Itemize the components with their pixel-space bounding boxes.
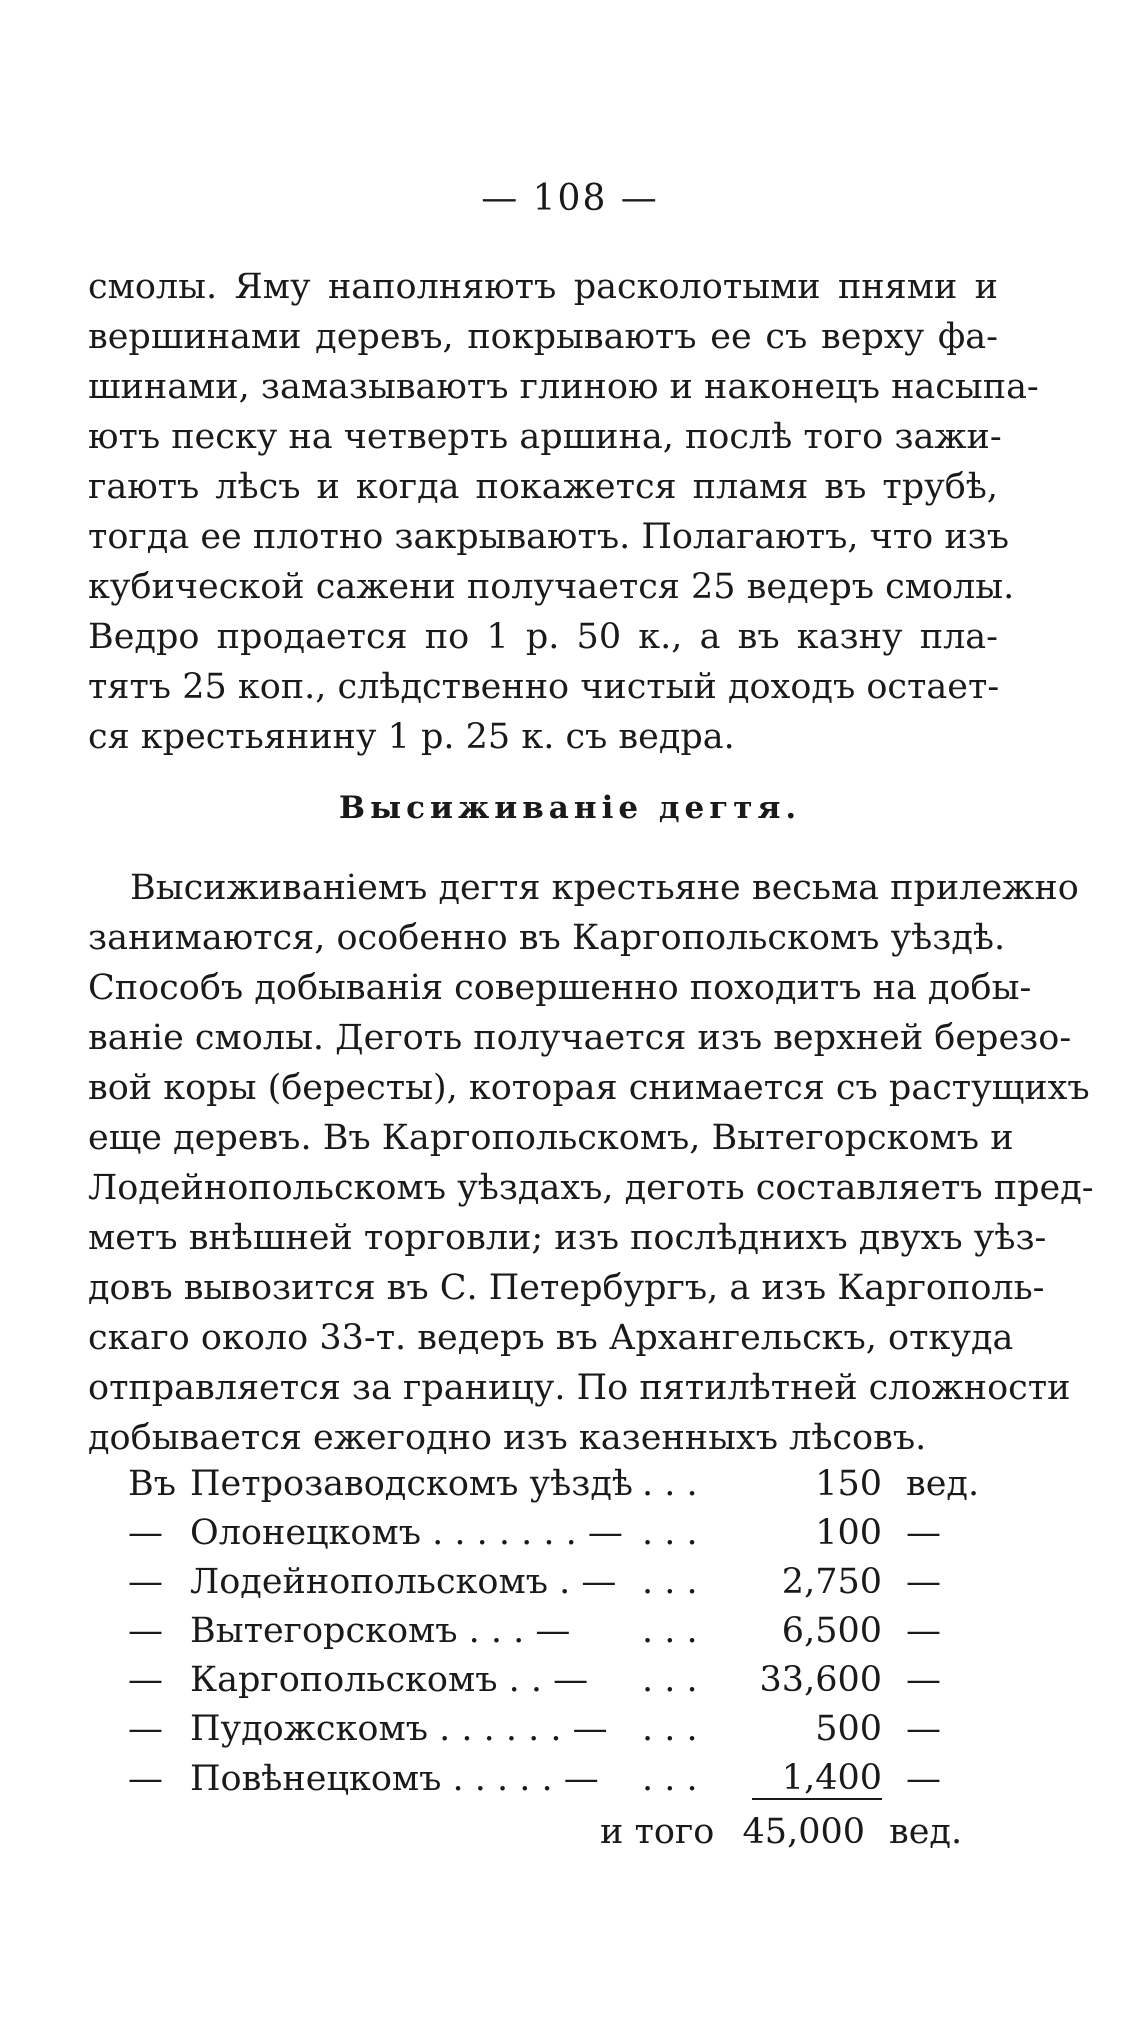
district-name: Пудожскомъ . . . . . . — — [190, 1709, 608, 1749]
text-line: добывается ежегодно изъ казенныхъ лѣсовъ. — [88, 1418, 927, 1458]
table-row — [128, 1651, 1006, 1700]
unit-label: — — [906, 1660, 941, 1700]
row-prefix: — — [128, 1611, 163, 1651]
table-row — [128, 1455, 1006, 1504]
text-line: гаютъ лѣсъ и когда покажется пламя въ трубѣ, — [88, 467, 998, 507]
row-prefix: — — [128, 1513, 163, 1553]
tar-amount: 2,750 — [781, 1562, 882, 1602]
unit-label: — — [906, 1709, 941, 1749]
total-label: и того — [600, 1812, 715, 1852]
row-prefix: — — [128, 1709, 163, 1749]
row-prefix: Въ — [128, 1464, 176, 1504]
text-line: ютъ песку на четверть аршина, послѣ того зажи- — [88, 417, 1002, 457]
text-line: занимаются, особенно въ Каргопольскомъ уѣздѣ. — [88, 918, 1006, 958]
district-name: Каргопольскомъ . . — — [190, 1660, 589, 1700]
text-line: смолы. Яму наполняютъ расколотыми пнями и — [88, 267, 998, 307]
table-row — [128, 1700, 1006, 1749]
text-line: довъ вывозится въ С. Петербургъ, а изъ Каргополь- — [88, 1268, 1045, 1308]
row-prefix: — — [128, 1562, 163, 1602]
text-line: отправляется за границу. По пятилѣтней сложности — [88, 1368, 1071, 1408]
row-prefix: — — [128, 1660, 163, 1700]
unit-label: вед. — [906, 1464, 980, 1504]
tar-amount: 150 — [815, 1464, 882, 1504]
text-line: ся крестьянину 1 р. 25 к. съ ведра. — [88, 717, 735, 757]
total-unit: вед. — [889, 1812, 963, 1852]
tar-amount: 33,600 — [759, 1660, 882, 1700]
leader-dots: . . . — [642, 1759, 698, 1799]
text-line: еще деревъ. Въ Каргопольскомъ, Вытегорскомъ и — [88, 1118, 1014, 1158]
district-name: Повѣнецкомъ . . . . . — — [190, 1759, 599, 1799]
table-row — [128, 1553, 1006, 1602]
district-name: Вытегорскомъ . . . — — [190, 1611, 571, 1651]
leader-dots: . . . — [642, 1513, 698, 1553]
total-row — [600, 1812, 962, 1852]
leader-dots: . . . — [642, 1709, 698, 1749]
text-line: ваніе смолы. Деготь получается изъ верхней березо- — [88, 1018, 1072, 1058]
text-line: вершинами деревъ, покрываютъ ее съ верху фа- — [88, 317, 998, 357]
text-line: Лодейнопольскомъ уѣздахъ, деготь составляетъ пред- — [88, 1168, 1094, 1208]
total-value: 45,000 — [742, 1812, 865, 1852]
leader-dots: . . . — [642, 1611, 698, 1651]
row-prefix: — — [128, 1759, 163, 1799]
district-name: Лодейнопольскомъ . — — [190, 1562, 617, 1602]
unit-label: — — [906, 1759, 941, 1799]
text-line: скаго около 33-т. ведеръ въ Архангельскъ, откуда — [88, 1318, 1014, 1358]
district-name: Петрозаводскомъ уѣздѣ — [190, 1464, 633, 1504]
district-name: Олонецкомъ . . . . . . . — — [190, 1513, 623, 1553]
table-row — [128, 1504, 1006, 1553]
unit-label: — — [906, 1562, 941, 1602]
leader-dots: . . . — [642, 1562, 698, 1602]
paragraph-tar-extraction — [88, 262, 1039, 762]
tar-amount: 500 — [815, 1709, 882, 1749]
text-line: Высиживаніемъ дегтя крестьяне весьма прилежно — [130, 868, 1079, 908]
tar-production-table — [128, 1455, 1006, 1800]
tar-amount: 100 — [815, 1513, 882, 1553]
text-line: шинами, замазываютъ глиною и наконецъ насыпа- — [88, 367, 1039, 407]
text-line: тогда ее плотно закрываютъ. Полагаютъ, что изъ — [88, 517, 1010, 557]
tar-amount: 1,400 — [752, 1749, 882, 1799]
page-number: — 108 — — [481, 178, 659, 219]
unit-label: — — [906, 1513, 941, 1553]
text-line: Ведро продается по 1 р. 50 к., а въ казну пла- — [88, 617, 998, 657]
table-row — [128, 1602, 1006, 1651]
leader-dots: . . . — [642, 1660, 698, 1700]
table-row — [128, 1749, 1006, 1799]
tar-amount: 6,500 — [781, 1611, 882, 1651]
text-line: метъ внѣшней торговли; изъ послѣднихъ двухъ уѣз- — [88, 1218, 1047, 1258]
text-line: кубической сажени получается 25 ведеръ смолы. — [88, 567, 1015, 607]
text-line: Способъ добыванія совершенно походитъ на добы- — [88, 968, 1032, 1008]
text-line: тятъ 25 коп., слѣдственно чистый доходъ остает- — [88, 667, 1000, 707]
text-line: вой коры (бересты), которая снимается съ растущихъ — [88, 1068, 1090, 1108]
unit-label: — — [906, 1611, 941, 1651]
paragraph-birch-tar — [88, 863, 1094, 1463]
section-heading: Высиживаніе дегтя. — [338, 790, 802, 826]
leader-dots: . . . — [642, 1464, 698, 1504]
